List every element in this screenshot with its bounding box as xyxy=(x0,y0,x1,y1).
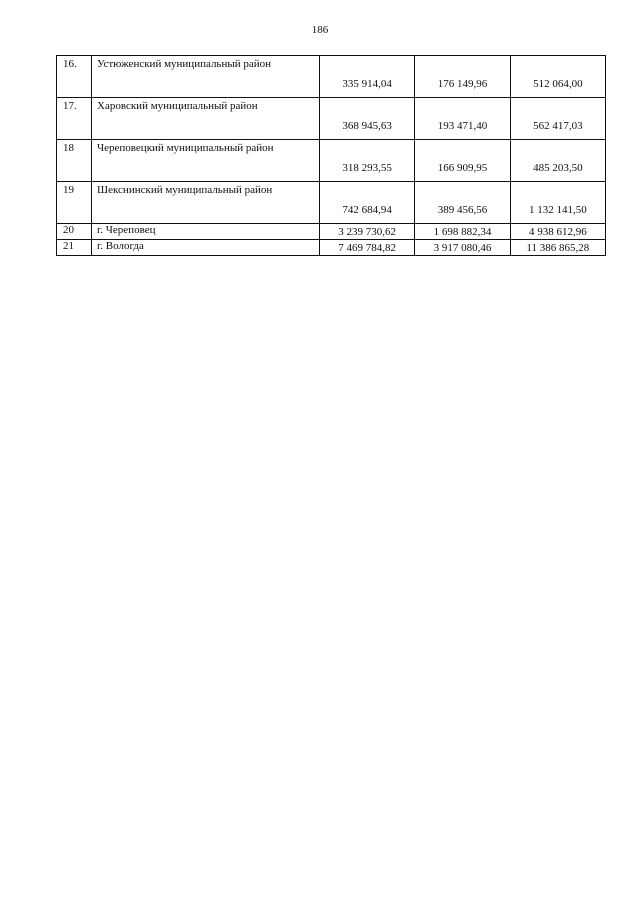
row-number: 19 xyxy=(57,182,92,224)
value-cell-2: 1 698 882,34 xyxy=(415,224,510,240)
value-cell-1: 742 684,94 xyxy=(320,182,415,224)
row-number: 21 xyxy=(57,240,92,256)
row-number: 17. xyxy=(57,98,92,140)
value-cell-3: 11 386 865,28 xyxy=(510,240,605,256)
district-name: Устюженский муниципальный район xyxy=(92,56,320,98)
district-name: Шекснинский муниципальный район xyxy=(92,182,320,224)
row-number: 16. xyxy=(57,56,92,98)
value-cell-3: 4 938 612,96 xyxy=(510,224,605,240)
district-name: Череповецкий муниципальный район xyxy=(92,140,320,182)
value-cell-1: 335 914,04 xyxy=(320,56,415,98)
table-row xyxy=(57,98,606,140)
value-cell-2: 176 149,96 xyxy=(415,56,510,98)
data-table xyxy=(56,55,606,256)
table-row xyxy=(57,56,606,98)
table-row xyxy=(57,140,606,182)
value-cell-1: 7 469 784,82 xyxy=(320,240,415,256)
value-cell-1: 368 945,63 xyxy=(320,98,415,140)
page-number: 186 xyxy=(311,24,329,36)
value-cell-2: 3 917 080,46 xyxy=(415,240,510,256)
district-name: Харовский муниципальный район xyxy=(92,98,320,140)
row-number: 20 xyxy=(57,224,92,240)
table-row xyxy=(57,182,606,224)
value-cell-2: 166 909,95 xyxy=(415,140,510,182)
value-cell-2: 389 456,56 xyxy=(415,182,510,224)
value-cell-1: 3 239 730,62 xyxy=(320,224,415,240)
district-name: г. Вологда xyxy=(92,240,320,256)
table-row xyxy=(57,224,606,240)
value-cell-3: 562 417,03 xyxy=(510,98,605,140)
value-cell-1: 318 293,55 xyxy=(320,140,415,182)
value-cell-3: 485 203,50 xyxy=(510,140,605,182)
row-number: 18 xyxy=(57,140,92,182)
value-cell-3: 1 132 141,50 xyxy=(510,182,605,224)
value-cell-3: 512 064,00 xyxy=(510,56,605,98)
value-cell-2: 193 471,40 xyxy=(415,98,510,140)
district-name: г. Череповец xyxy=(92,224,320,240)
table-row xyxy=(57,240,606,256)
